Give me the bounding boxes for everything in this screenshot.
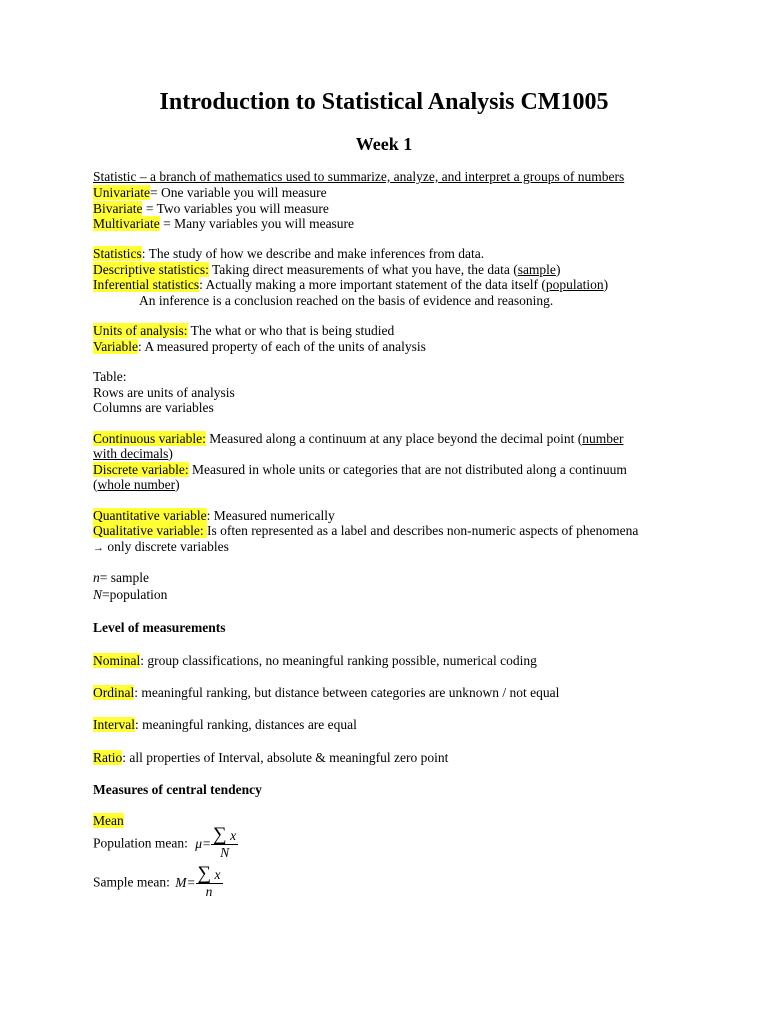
levels-heading: Level of measurements xyxy=(93,620,226,635)
quantitative-term: Quantitative variable xyxy=(93,508,207,523)
ratio-text: : all properties of Interval, absolute & meaningful zero point xyxy=(122,750,449,765)
sample-mean-formula xyxy=(93,865,223,900)
discrete-line-2 xyxy=(93,477,180,493)
variable-line xyxy=(93,339,426,355)
interval-term: Interval xyxy=(93,717,135,732)
discrete-line xyxy=(93,462,627,478)
inferential-line xyxy=(93,277,608,293)
sample-mean-fraction xyxy=(196,865,223,900)
variable-term: Variable xyxy=(93,339,138,354)
statistic-definition: Statistic – a branch of mathematics used to summarize, analyze, and interpret a groups of numbers xyxy=(93,169,625,184)
sigma-icon: ∑ xyxy=(197,863,212,884)
N-population-text: =population xyxy=(102,587,168,602)
interval-line xyxy=(93,717,357,733)
sample-mean-numerator xyxy=(196,865,223,884)
discrete-end: ) xyxy=(175,477,180,492)
nominal-term: Nominal xyxy=(93,653,141,668)
sigma-icon: ∑ xyxy=(213,824,227,845)
univariate-text: = One variable you will measure xyxy=(149,185,327,200)
continuous-term: Continuous variable: xyxy=(93,431,206,446)
sample-word: sample xyxy=(517,262,556,277)
n-symbol: n xyxy=(93,570,100,585)
continuous-line xyxy=(93,431,624,447)
sample-mean-label: Sample mean: xyxy=(93,874,170,890)
univariate-line xyxy=(93,185,327,201)
with-decimals-word: with decimals xyxy=(93,446,169,461)
descriptive-term: Descriptive statistics: xyxy=(93,262,209,277)
sample-mean-denominator: n xyxy=(205,884,213,899)
table-label: Table: xyxy=(93,369,127,384)
bivariate-text: = Two variables you will measure xyxy=(142,201,329,216)
univariate-term: Univariate xyxy=(93,185,150,200)
table-rows: Rows are units of analysis xyxy=(93,385,235,400)
units-term: Units of analysis: xyxy=(93,323,188,338)
units-text: The what or who that is being studied xyxy=(187,323,395,338)
discrete-text: Measured in whole units or categories that are not distributed along a continuum xyxy=(188,462,627,477)
inferential-end: ) xyxy=(603,277,609,292)
ordinal-text: : meaningful ranking, but distance between categories are unknown / not equal xyxy=(134,685,560,700)
central-heading: Measures of central tendency xyxy=(93,782,262,797)
qualitative-term: Qualitative variable: xyxy=(93,523,207,538)
statistics-line xyxy=(93,246,484,262)
mean-label: Mean xyxy=(93,813,124,828)
qualitative-note: only discrete variables xyxy=(104,539,229,554)
nominal-line xyxy=(93,653,537,669)
continuous-end: ) xyxy=(168,446,173,461)
interval-text: : meaningful ranking, distances are equal xyxy=(134,717,357,732)
arrow-icon: → xyxy=(93,542,104,554)
multivariate-term: Multivariate xyxy=(93,216,160,231)
week-heading: Week 1 xyxy=(355,134,413,154)
quantitative-text: : Measured numerically xyxy=(206,508,335,523)
statistics-term: Statistics xyxy=(93,246,142,261)
qualitative-line xyxy=(93,523,638,539)
inferential-text: : Actually making a more important statement of the data itself ( xyxy=(199,277,546,292)
discrete-open: ( xyxy=(93,477,98,492)
number-word: number xyxy=(582,431,624,446)
ratio-line xyxy=(93,750,448,766)
table-cols: Columns are variables xyxy=(93,400,214,415)
document-title: Introduction to Statistical Analysis CM1005 xyxy=(159,89,609,115)
descriptive-text: Taking direct measurements of what you have, the data ( xyxy=(208,262,518,277)
population-mean-numerator xyxy=(211,826,238,845)
variable-text: : A measured property of each of the units of analysis xyxy=(137,339,426,354)
ordinal-term: Ordinal xyxy=(93,685,135,700)
descriptive-end: ) xyxy=(555,262,561,277)
N-symbol: N xyxy=(93,587,103,602)
whole-number-word: whole number xyxy=(97,477,176,492)
population-mean-x: x xyxy=(230,828,237,843)
statistics-text: : The study of how we describe and make inferences from data. xyxy=(141,246,485,261)
ordinal-line xyxy=(93,685,559,701)
continuous-text: Measured along a continuum at any place beyond the decimal point ( xyxy=(205,431,583,446)
population-mean-lhs: μ= xyxy=(195,835,212,851)
population-mean-label: Population mean: xyxy=(93,835,188,851)
inference-note: An inference is a conclusion reached on the basis of evidence and reasoning. xyxy=(139,293,554,308)
quantitative-line xyxy=(93,508,335,524)
multivariate-text: = Many variables you will measure xyxy=(159,216,355,231)
population-mean-fraction xyxy=(211,826,238,861)
bivariate-line xyxy=(93,201,329,217)
qualitative-line-2 xyxy=(93,539,229,556)
sample-mean-x: x xyxy=(214,867,221,882)
nominal-text: : group classifications, no meaningful ranking possible, numerical coding xyxy=(140,653,537,668)
units-line xyxy=(93,323,394,339)
population-mean-formula xyxy=(93,826,238,861)
population-mean-denominator: N xyxy=(220,845,230,860)
ratio-term: Ratio xyxy=(93,750,123,765)
N-population-line xyxy=(93,587,167,603)
sample-mean-lhs: M= xyxy=(175,874,196,890)
population-word: population xyxy=(545,277,604,292)
n-sample-text: = sample xyxy=(99,570,149,585)
bivariate-term: Bivariate xyxy=(93,201,143,216)
descriptive-line xyxy=(93,262,560,278)
discrete-term: Discrete variable: xyxy=(93,462,189,477)
multivariate-line xyxy=(93,216,354,232)
n-sample-line xyxy=(93,570,149,586)
qualitative-text: Is often represented as a label and describes non-numeric aspects of phenomena xyxy=(206,523,639,538)
inferential-term: Inferential statistics xyxy=(93,277,200,292)
continuous-line-2 xyxy=(93,446,173,462)
